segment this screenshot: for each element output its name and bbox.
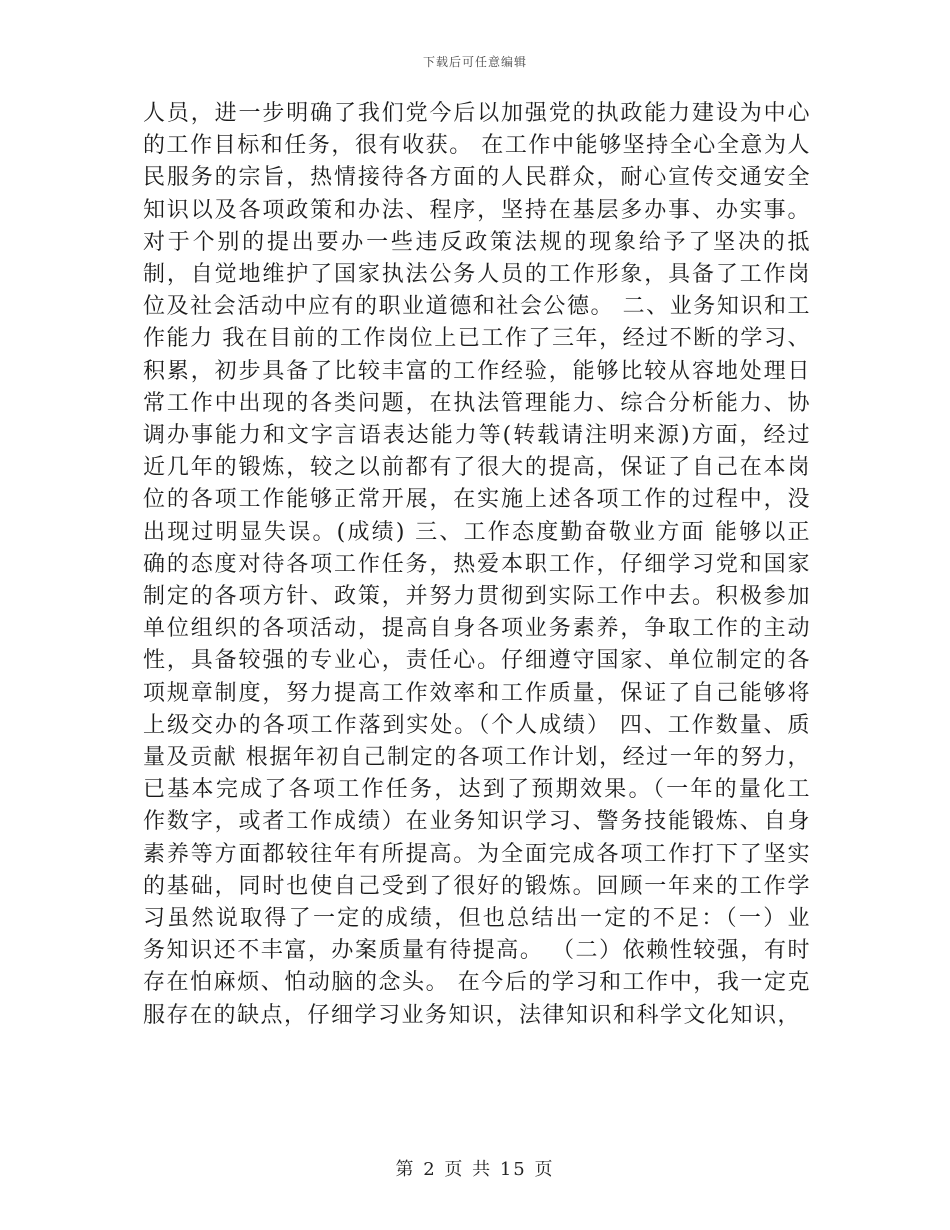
body-paragraph: 人员，进一步明确了我们党今后以加强党的执政能力建设为中心的工作目标和任务，很有收获。 在工作中能够坚持全心全意为人民服务的宗旨，热情接待各方面的人民群众，耐心宣传交通安全知识以及各项政策和办法、程序，坚持在基层多办事、办实事。对于个别的提出要办一些违反政策法规的现象给予了坚决的抵制，自觉地维护了国家执法公务人员的工作形象，具备了工作岗位及社会活动中应有的职业道德和社会公德。 二、业务知识和工作能力 我在目前的工作岗位上已工作了三年，经过不断的学习、积累，初步具备了比较丰富的工作经验，能够比较从容地处理日常工作中出现的各类问题，在执法管理能力、综合分析能力、协调办事能力和文字言语表达能力等(转载请注明来源)方面，经过近几年的锻炼，较之以前都有了很大的提高，保证了自己在本岗位的各项工作能够正常开展，在实施上述各项工作的过程中，没出现过明显失误。(成绩) 三、工作态度勤奋敬业方面 能够以正确的态度对待各项工作任务，热爱本职工作，仔细学习党和国家制定的各项方针、政策，并努力贯彻到实际工作中去。积极参加单位组织的各项活动，提高自身各项业务素养，争取工作的主动性，具备较强的专业心，责任心。仔细遵守国家、单位制定的各项规章制度，努力提高工作效率和工作质量，保证了自己能够将上级交办的各项工作落到实处。（个人成绩） 四、工作数量、质量及贡献 根据年初自己制定的各项工作计划，经过一年的努力，已基本完成了各项工作任务，达到了预期效果。（一年的量化工作数字，或者工作成绩）在业务知识学习、警务技能锻炼、自身素养等方面都较往年有所提高。为全面完成各项工作打下了坚实的基础，同时也使自己受到了很好的锻炼。回顾一年来的工作学习虽然说取得了一定的成绩，但也总结出一定的不足：（一）业务知识还不丰富，办案质量有待提高。 （二）依赖性较强，有时存在怕麻烦、怕动脑的念头。 在今后的学习和工作中，我一定克服存在的缺点，仔细学习业务知识，法律知识和科学文化知识，: [143, 101, 811, 1028]
header-note: 下载后可任意编辑: [422, 55, 527, 69]
page-number-footer: 第 2 页 共 15 页: [395, 1159, 555, 1180]
